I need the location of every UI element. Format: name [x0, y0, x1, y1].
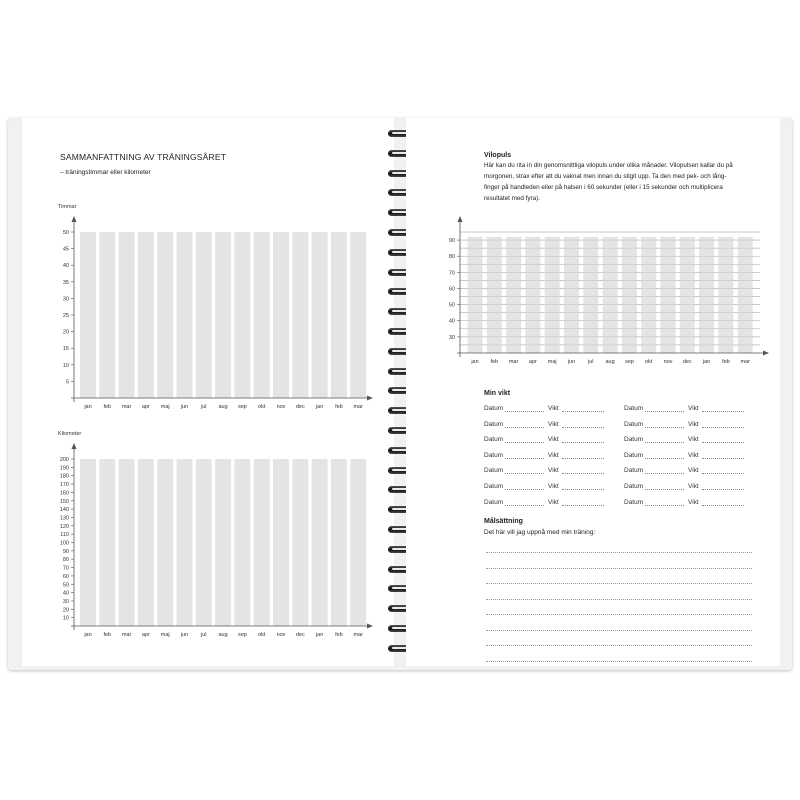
weight-field[interactable]	[562, 473, 604, 474]
date-field[interactable]	[645, 473, 684, 474]
date-label: Datum	[484, 483, 504, 490]
weight-label: Vikt	[688, 405, 699, 412]
weight-label: Vikt	[548, 498, 559, 506]
x-tick-label: feb	[722, 359, 730, 365]
x-tick-label: feb	[490, 359, 499, 365]
weight-field[interactable]	[702, 427, 744, 428]
x-tick-label: jan	[471, 359, 479, 365]
weight-label: Vikt	[688, 498, 699, 506]
bar-sep-8	[622, 237, 637, 353]
x-tick-label: sep	[624, 359, 634, 365]
date-label: Datum	[484, 451, 504, 459]
weight-field[interactable]	[702, 489, 744, 490]
date-label: Datum	[484, 498, 504, 506]
x-tick-label: okt	[258, 632, 266, 638]
y-tick-label: 90	[448, 238, 455, 245]
weight-label: Vikt	[548, 467, 559, 475]
y-tick-label: 50	[62, 230, 69, 236]
bar-jul-6	[583, 237, 598, 353]
date-field[interactable]	[645, 489, 684, 490]
page-title: SAMMANFATTNING AV TRÄNINGSÅRET	[60, 152, 227, 162]
x-tick-label: feb	[103, 632, 112, 638]
x-tick-label: jan	[315, 404, 324, 410]
weight-field[interactable]	[702, 458, 744, 459]
vilopuls-text-line-2: morgonen, strax efter att du vaknat men innan du stigit upp. Ta den med pek- och lång-	[484, 173, 727, 180]
y-axis-label: Kilometer	[58, 431, 82, 437]
date-label: Datum	[624, 451, 644, 459]
weight-field[interactable]	[702, 505, 744, 506]
date-label: Datum	[624, 498, 644, 506]
x-tick-label: jun	[567, 359, 576, 365]
goal-writing-line[interactable]	[486, 614, 752, 615]
weight-entry-row	[484, 436, 614, 446]
y-tick-label: 40	[62, 263, 69, 270]
bar-nov-10	[661, 237, 676, 353]
x-tick-label: jun	[180, 632, 189, 638]
y-tick-label: 20	[62, 607, 69, 614]
date-field[interactable]	[645, 505, 684, 506]
y-tick-label: 45	[62, 246, 69, 253]
x-tick-label: mar	[121, 404, 132, 410]
x-tick-label: mar	[508, 359, 519, 365]
x-tick-label: mar	[121, 632, 132, 638]
weight-field[interactable]	[702, 473, 744, 474]
x-tick-label: apr	[141, 632, 150, 638]
goal-writing-line[interactable]	[486, 645, 752, 646]
date-label: Datum	[484, 405, 504, 412]
weight-entry-row	[624, 421, 754, 431]
weight-entry-row	[624, 483, 754, 493]
x-axis-arrow	[763, 351, 769, 356]
x-tick-label: jan	[702, 359, 711, 365]
y-tick-label: 40	[448, 318, 455, 325]
weight-field[interactable]	[562, 505, 604, 506]
y-tick-label: 90	[62, 548, 69, 555]
y-tick-label: 15	[62, 346, 69, 353]
goal-writing-line[interactable]	[486, 599, 752, 600]
x-tick-label: apr	[528, 359, 537, 365]
vilopuls-text-line-3: finger på handleden eller på halsen i 60 sekunder (eller i 15 sekunder och multiplicera	[484, 184, 723, 191]
weight-field[interactable]	[562, 411, 604, 412]
weight-label: Vikt	[548, 436, 559, 444]
x-tick-label: okt	[645, 359, 653, 365]
date-field[interactable]	[505, 427, 544, 428]
bar-mar-2	[506, 237, 521, 353]
y-tick-label: 10	[62, 362, 69, 369]
weight-label: Vikt	[688, 436, 699, 444]
weight-entry-row	[624, 452, 754, 462]
date-label: Datum	[624, 405, 644, 412]
x-tick-label: mar	[353, 632, 363, 638]
y-tick-label: 80	[448, 254, 455, 261]
x-tick-label: okt	[258, 404, 266, 410]
y-tick-label: 80	[62, 557, 69, 564]
weight-field[interactable]	[562, 489, 604, 490]
x-tick-label: aug	[218, 632, 228, 638]
x-tick-label: jan	[315, 632, 324, 638]
date-field[interactable]	[505, 505, 544, 506]
weight-field[interactable]	[562, 442, 604, 443]
x-tick-label: aug	[218, 404, 228, 410]
y-tick-label: 35	[62, 279, 69, 286]
weight-label: Vikt	[688, 483, 699, 490]
date-field[interactable]	[505, 489, 544, 490]
goal-writing-line[interactable]	[486, 630, 752, 631]
x-tick-label: dec	[682, 359, 692, 365]
y-tick-label: 50	[62, 582, 69, 589]
y-tick-label: 140	[59, 507, 69, 514]
weight-label: Vikt	[688, 451, 699, 459]
date-label: Datum	[484, 467, 504, 475]
bar-maj-4	[545, 237, 560, 353]
x-tick-label: maj	[160, 632, 170, 638]
date-label: Datum	[484, 420, 504, 428]
x-tick-label: sep	[237, 404, 247, 410]
weight-entry-row	[624, 436, 754, 446]
x-tick-label: apr	[141, 404, 150, 410]
x-tick-label: dec	[295, 404, 305, 410]
weight-entry-row	[484, 467, 614, 477]
y-tick-label: 50	[448, 302, 455, 309]
vilopuls-text-line-1: Här kan du rita in din genomsnittliga vilopuls under olika månader. Vilopulsen kallar du på	[484, 162, 733, 169]
goal-writing-line[interactable]	[486, 661, 752, 662]
y-tick-label: 70	[62, 565, 69, 572]
x-tick-label: jan	[84, 632, 92, 638]
date-label: Datum	[624, 467, 644, 475]
y-tick-label: 25	[62, 313, 69, 319]
bar-jun-5	[564, 237, 579, 353]
date-field[interactable]	[645, 427, 684, 428]
weight-entry-row	[484, 483, 614, 493]
x-tick-label: feb	[103, 404, 112, 410]
y-tick-label: 5	[65, 379, 69, 386]
vilopuls-text-line-4: resultatet med fyra).	[484, 195, 540, 202]
weight-label: Vikt	[548, 451, 559, 459]
date-field[interactable]	[645, 411, 684, 412]
y-tick-label: 30	[62, 598, 69, 605]
x-tick-label: jul	[201, 404, 207, 410]
goal-writing-line[interactable]	[486, 568, 752, 569]
y-tick-label: 40	[62, 590, 69, 597]
y-axis-arrow	[458, 216, 463, 222]
x-tick-label: aug	[605, 359, 615, 365]
x-tick-label: feb	[335, 404, 343, 410]
y-tick-label: 130	[59, 515, 69, 522]
min-vikt-heading: Min vikt	[484, 390, 511, 397]
y-tick-label: 200	[59, 457, 69, 463]
date-label: Datum	[624, 420, 644, 428]
weight-entry-row	[484, 405, 614, 415]
goal-writing-line[interactable]	[486, 552, 752, 553]
y-tick-label: 150	[59, 498, 69, 505]
y-axis-label: Timmar	[58, 204, 77, 210]
x-tick-label: nov	[276, 632, 286, 638]
weight-label: Vikt	[688, 467, 699, 475]
weight-field[interactable]	[702, 411, 744, 412]
weight-entry-row	[624, 405, 754, 415]
bar-feb-1	[487, 237, 502, 353]
y-tick-label: 190	[59, 465, 69, 472]
weight-field[interactable]	[562, 427, 604, 428]
goal-writing-line[interactable]	[486, 583, 752, 584]
bar-jan-12	[699, 237, 714, 353]
y-tick-label: 180	[59, 473, 69, 480]
x-tick-label: nov	[663, 359, 673, 365]
bar-okt-9	[641, 237, 656, 353]
y-tick-label: 10	[62, 615, 69, 622]
y-tick-label: 100	[59, 540, 69, 547]
weight-field[interactable]	[562, 458, 604, 459]
malsattning-heading: Målsättning	[484, 518, 523, 525]
vilopuls-heading: Vilopuls	[484, 152, 512, 159]
y-tick-label: 30	[62, 296, 69, 303]
weight-label: Vikt	[548, 405, 559, 412]
y-tick-label: 60	[62, 573, 69, 580]
x-tick-label: maj	[547, 359, 557, 365]
x-tick-label: jun	[180, 404, 189, 410]
y-tick-label: 120	[59, 523, 69, 530]
x-tick-label: maj	[160, 404, 170, 410]
bar-mar-14	[738, 237, 753, 353]
x-tick-label: jan	[84, 404, 92, 410]
x-tick-label: jul	[201, 632, 207, 638]
x-tick-label: mar	[740, 359, 750, 365]
date-label: Datum	[624, 483, 644, 490]
date-label: Datum	[484, 436, 504, 444]
weight-label: Vikt	[548, 420, 559, 428]
y-tick-label: 170	[59, 482, 69, 489]
x-tick-label: feb	[335, 632, 343, 638]
weight-field[interactable]	[702, 442, 744, 443]
y-tick-label: 60	[448, 286, 455, 293]
x-tick-label: mar	[353, 404, 363, 410]
page-subtitle: – träningstimmar eller kilometer	[60, 169, 151, 176]
bar-apr-3	[525, 237, 540, 353]
weight-label: Vikt	[548, 483, 559, 490]
y-tick-label: 70	[448, 270, 455, 277]
bar-aug-7	[603, 237, 618, 353]
bar-feb-13	[718, 237, 733, 353]
bar-dec-11	[680, 237, 695, 353]
x-tick-label: jul	[588, 359, 594, 365]
date-label: Datum	[624, 436, 644, 444]
y-tick-label: 110	[60, 532, 69, 539]
x-tick-label: dec	[295, 632, 305, 638]
weight-entry-row	[484, 421, 614, 431]
date-field[interactable]	[505, 473, 544, 474]
bar-jan-0	[468, 237, 483, 353]
date-field[interactable]	[645, 458, 684, 459]
date-field[interactable]	[505, 411, 544, 412]
weight-entry-row	[624, 499, 754, 509]
y-tick-label: 160	[59, 490, 69, 497]
x-tick-label: sep	[237, 632, 247, 638]
y-tick-label: 30	[448, 334, 455, 341]
x-tick-label: nov	[276, 404, 286, 410]
date-field[interactable]	[505, 442, 544, 443]
weight-entry-row	[484, 452, 614, 462]
date-field[interactable]	[645, 442, 684, 443]
date-field[interactable]	[505, 458, 544, 459]
malsattning-text: Det här vill jag uppnå med min träning:	[484, 529, 596, 536]
y-tick-label: 20	[62, 329, 69, 336]
weight-label: Vikt	[688, 420, 699, 428]
weight-entry-row	[484, 499, 614, 509]
weight-entry-row	[624, 467, 754, 477]
